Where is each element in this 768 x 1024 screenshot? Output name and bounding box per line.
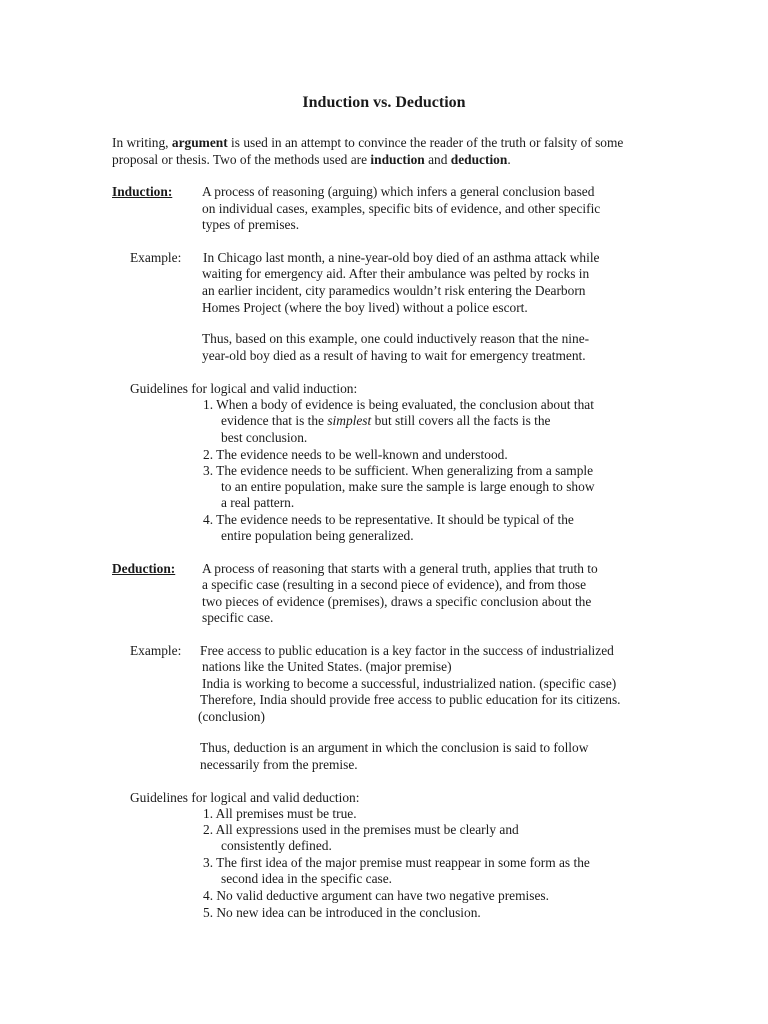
deduction-conclusion-line: necessarily from the premise. [200,757,358,772]
induction-guideline-item: 4. The evidence needs to be representative. It should be typical of the [203,512,574,527]
induction-definition-line: on individual cases, examples, specific bits of evidence, and other specific [202,201,601,216]
induction-definition-line: types of premises. [202,217,300,232]
deduction-example-line: Free access to public education is a key factor in the success of industrialized [200,643,614,658]
intro-line-2: proposal or thesis. Two of the methods used are induction and deduction. [112,152,511,167]
deduction-guideline-item: second idea in the specific case. [221,871,393,886]
deduction-guideline-item: consistently defined. [221,838,332,853]
induction-heading: Induction: [112,184,173,199]
induction-guideline-item: a real pattern. [221,495,295,510]
deduction-definition-line: A process of reasoning that starts with a general truth, applies that truth to [202,561,598,576]
induction-guideline-item: to an entire population, make sure the sample is large enough to show [221,479,595,494]
deduction-definition-line: two pieces of evidence (premises), draws a specific conclusion about the [202,594,592,609]
induction-guideline-item: 3. The evidence needs to be sufficient. When generalizing from a sample [203,463,594,478]
induction-guideline-item: evidence that is the simplest but still covers all the facts is the [221,413,551,428]
deduction-heading: Deduction: [112,561,176,576]
deduction-guideline-item: 2. All expressions used in the premises must be clearly and [203,822,519,837]
page-title: Induction vs. Deduction [302,94,466,111]
induction-guidelines-title: Guidelines for logical and valid induction: [130,381,358,396]
induction-example-label: Example: [130,250,182,265]
deduction-definition-line: a specific case (resulting in a second piece of evidence), and from those [202,577,587,592]
induction-guideline-item: entire population being generalized. [221,528,414,543]
deduction-conclusion-line: Thus, deduction is an argument in which the conclusion is said to follow [200,740,589,755]
deduction-example-line: India is working to become a successful, industrialized nation. (specific case) [202,676,617,691]
induction-example-line: Homes Project (where the boy lived) without a police escort. [202,300,528,315]
induction-example-line: waiting for emergency aid. After their ambulance was pelted by rocks in [202,266,590,281]
induction-example-line: In Chicago last month, a nine-year-old boy died of an asthma attack while [203,250,600,265]
deduction-guideline-item: 3. The first idea of the major premise must reappear in some form as the [203,855,590,870]
induction-guideline-item: 2. The evidence needs to be well-known and understood. [203,447,508,462]
deduction-guideline-item: 1. All premises must be true. [203,806,357,821]
intro-line-1: In writing, argument is used in an attempt to convince the reader of the truth or falsity of some [112,135,624,150]
induction-conclusion-line: Thus, based on this example, one could inductively reason that the nine- [202,331,590,346]
deduction-example-line: Therefore, India should provide free access to public education for its citizens. [200,692,621,707]
induction-guideline-item: 1. When a body of evidence is being evaluated, the conclusion about that [203,397,594,412]
induction-guideline-item: best conclusion. [221,430,308,445]
deduction-guideline-item: 5. No new idea can be introduced in the conclusion. [203,905,481,920]
deduction-guidelines-title: Guidelines for logical and valid deduction: [130,790,360,805]
induction-example-line: an earlier incident, city paramedics wouldn’t risk entering the Dearborn [202,283,586,298]
induction-definition-line: A process of reasoning (arguing) which infers a general conclusion based [202,184,595,199]
induction-conclusion-line: year-old boy died as a result of having to wait for emergency treatment. [202,348,586,363]
deduction-example-line: (conclusion) [198,709,265,724]
deduction-example-label: Example: [130,643,182,658]
deduction-definition-line: specific case. [202,610,274,625]
deduction-guideline-item: 4. No valid deductive argument can have two negative premises. [203,888,549,903]
deduction-example-line: nations like the United States. (major premise) [202,659,452,674]
